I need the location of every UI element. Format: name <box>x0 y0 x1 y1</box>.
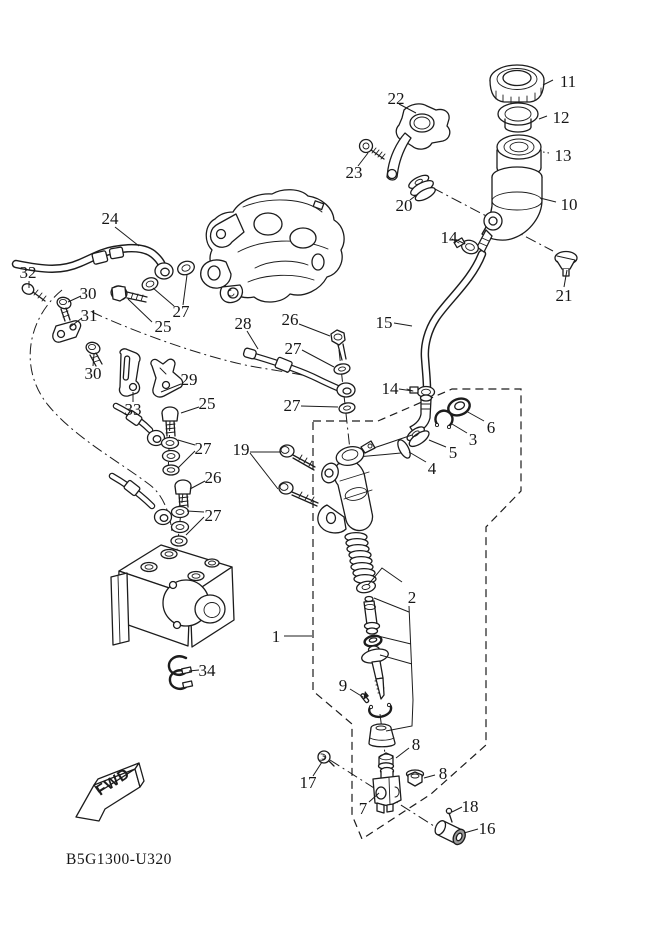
callout-18: 18 <box>461 797 479 816</box>
callout-2: 2 <box>407 588 417 607</box>
reservoir-hose-15 <box>425 254 482 389</box>
bracket-31 <box>53 321 81 342</box>
clevis-pin-16 <box>433 819 468 847</box>
reservoir-tank-10 <box>477 167 542 252</box>
callout-21: 21 <box>555 286 573 305</box>
callout-11: 11 <box>559 72 577 91</box>
callout-14b: 14 <box>381 379 399 398</box>
callout-27e: 27 <box>204 506 222 525</box>
banjo-eye-28-hole <box>343 388 351 394</box>
callout-31: 31 <box>80 306 98 325</box>
locknut-8-lower <box>407 770 424 786</box>
callout-13: 13 <box>554 146 572 165</box>
screw-23 <box>360 140 386 160</box>
callout-5: 5 <box>448 443 458 462</box>
reservoir-washer-12 <box>498 103 538 132</box>
callout-4: 4 <box>427 459 437 478</box>
callout-30a: 30 <box>79 284 97 303</box>
callout-8b: 8 <box>438 764 448 783</box>
bracket-29 <box>151 359 183 397</box>
fwd-label: FWD <box>92 764 134 800</box>
bolt-25-mid <box>162 407 178 436</box>
brake-caliper <box>201 190 344 303</box>
washer-27-upper <box>333 363 350 376</box>
callout-26a: 26 <box>281 310 299 329</box>
callout-19: 19 <box>232 440 250 459</box>
callout-33: 33 <box>124 400 142 419</box>
washer-27-c1 <box>162 438 179 449</box>
washer-27-d1 <box>172 507 189 518</box>
clip-34 <box>169 656 193 688</box>
fwd-arrow <box>76 763 144 821</box>
callout-6: 6 <box>486 418 496 437</box>
callout-32: 32 <box>19 263 37 282</box>
washer-27-d2 <box>172 522 189 533</box>
bracket-22 <box>387 104 450 180</box>
bolt-26-mid <box>175 480 191 507</box>
callout-3: 3 <box>468 430 478 449</box>
callout-20: 20 <box>395 196 413 215</box>
callout-15: 15 <box>375 313 393 332</box>
screw-32 <box>20 282 46 301</box>
callout-25b: 25 <box>198 394 216 413</box>
clevis-joint-7 <box>373 768 401 814</box>
piston-kit-2 <box>356 580 390 699</box>
callout-28: 28 <box>234 314 252 333</box>
pin-18 <box>446 808 452 822</box>
callout-24: 24 <box>101 209 119 228</box>
callout-30b: 30 <box>84 364 102 383</box>
mounting-bolts-19 <box>279 445 318 506</box>
callout-14a: 14 <box>440 228 458 247</box>
callout-26b: 26 <box>204 468 222 487</box>
callout-10: 10 <box>560 195 578 214</box>
locknut-8-upper <box>379 753 394 769</box>
bracket-33 <box>119 349 140 396</box>
washer-27-b <box>176 259 196 277</box>
washer-27-d3 <box>171 536 187 546</box>
callout-34: 34 <box>198 661 216 680</box>
washer-27-lower <box>338 402 355 415</box>
callout-1: 1 <box>271 627 281 646</box>
grommet-6 <box>446 396 472 419</box>
callout-16: 16 <box>478 819 496 838</box>
washer-27-c3 <box>163 465 179 475</box>
callout-17: 17 <box>299 773 317 792</box>
washer-27-c2 <box>163 451 180 462</box>
reservoir-cap-11 <box>490 65 544 103</box>
diagram-code: B5G1300-U320 <box>66 851 172 868</box>
callout-29: 29 <box>180 370 198 389</box>
master-cylinder-body <box>318 441 375 533</box>
callout-23: 23 <box>345 163 363 182</box>
callout-25a: 25 <box>154 317 172 336</box>
bolt-30-upper <box>56 296 73 321</box>
callout-27c: 27 <box>283 396 301 415</box>
reservoir-screw-21 <box>555 252 577 277</box>
callout-9: 9 <box>338 676 348 695</box>
callout-8a: 8 <box>411 735 421 754</box>
abs-hydraulic-unit <box>111 545 234 647</box>
callout-7: 7 <box>358 799 368 818</box>
callout-22: 22 <box>387 89 405 108</box>
return-spring <box>345 533 376 584</box>
callout-12: 12 <box>552 108 570 127</box>
callout-27d: 27 <box>194 439 212 458</box>
brake-hose-24 <box>16 247 173 279</box>
boot <box>369 724 395 747</box>
callout-27b: 27 <box>284 339 302 358</box>
washer-27-a <box>140 276 159 293</box>
banjo-bolt-26-upper <box>331 330 346 360</box>
callout-27a: 27 <box>172 302 190 321</box>
